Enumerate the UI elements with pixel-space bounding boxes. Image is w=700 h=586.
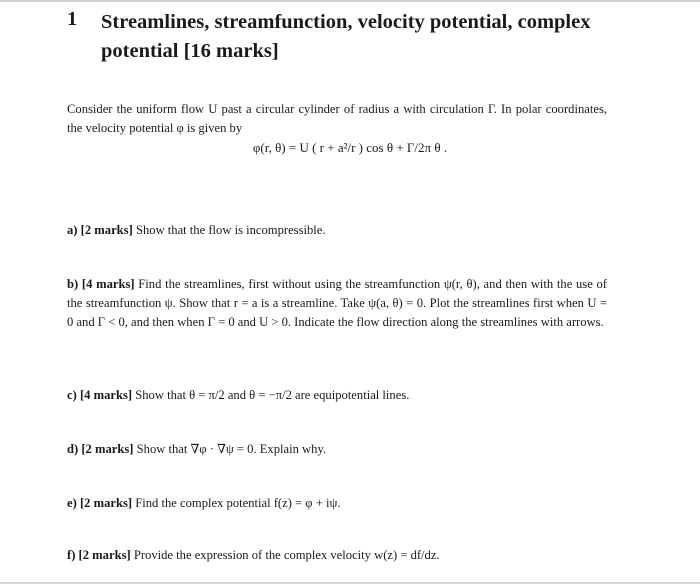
part-a-text: Show that the flow is incompressible. xyxy=(135,223,326,237)
part-a-marks: [2 marks] xyxy=(80,223,133,237)
part-b-text: Find the streamlines, first without using the streamfunction ψ(r, θ), and then with the use of the streamfunction ψ. Show that r = a is a streamline. Take ψ(a, θ) = 0. Plot the streamlines first when U = 0 and Γ < 0, and then when Γ = 0 and U > 0. Indicate the flow direction along the streamlines with arrows. xyxy=(67,277,607,329)
part-e xyxy=(67,494,607,513)
section-title: Streamlines, streamfunction, velocity potential, complex potential [16 marks] xyxy=(101,11,591,62)
part-c-marks: [4 marks] xyxy=(79,388,133,402)
part-b-label: b) xyxy=(67,277,79,291)
part-f-text: Provide the expression of the complex velocity w(z) = df/dz. xyxy=(133,548,440,562)
part-b-marks: [4 marks] xyxy=(81,277,135,291)
part-e-text: Find the complex potential f(z) = φ + iψ. xyxy=(135,496,341,510)
part-d-marks: [2 marks] xyxy=(81,442,134,456)
intro-paragraph: Consider the uniform flow U past a circular cylinder of radius a with circulation Γ. In polar coordinates, the velocity potential φ is given by xyxy=(67,102,607,135)
part-d xyxy=(67,440,607,459)
part-a xyxy=(67,221,607,240)
part-c xyxy=(67,386,607,405)
part-d-text: Show that ∇φ · ∇ψ = 0. Explain why. xyxy=(136,442,327,456)
bottom-border xyxy=(0,582,700,584)
part-e-marks: [2 marks] xyxy=(79,496,133,510)
part-e-label: e) xyxy=(67,496,77,510)
velocity-potential-equation: φ(r, θ) = U ( r + a²/r ) cos θ + Γ/2π θ . xyxy=(252,140,448,155)
part-c-label: c) xyxy=(67,388,77,402)
part-d-label: d) xyxy=(67,442,79,456)
section-number: 1 xyxy=(67,8,78,30)
part-c-text: Show that θ = π/2 and θ = −π/2 are equipotential lines. xyxy=(135,388,410,402)
part-f-marks: [2 marks] xyxy=(78,548,131,562)
part-f-label: f) xyxy=(67,548,76,562)
top-border xyxy=(0,0,700,2)
part-f xyxy=(67,546,607,565)
part-b xyxy=(67,275,607,332)
part-a-label: a) xyxy=(67,223,78,237)
